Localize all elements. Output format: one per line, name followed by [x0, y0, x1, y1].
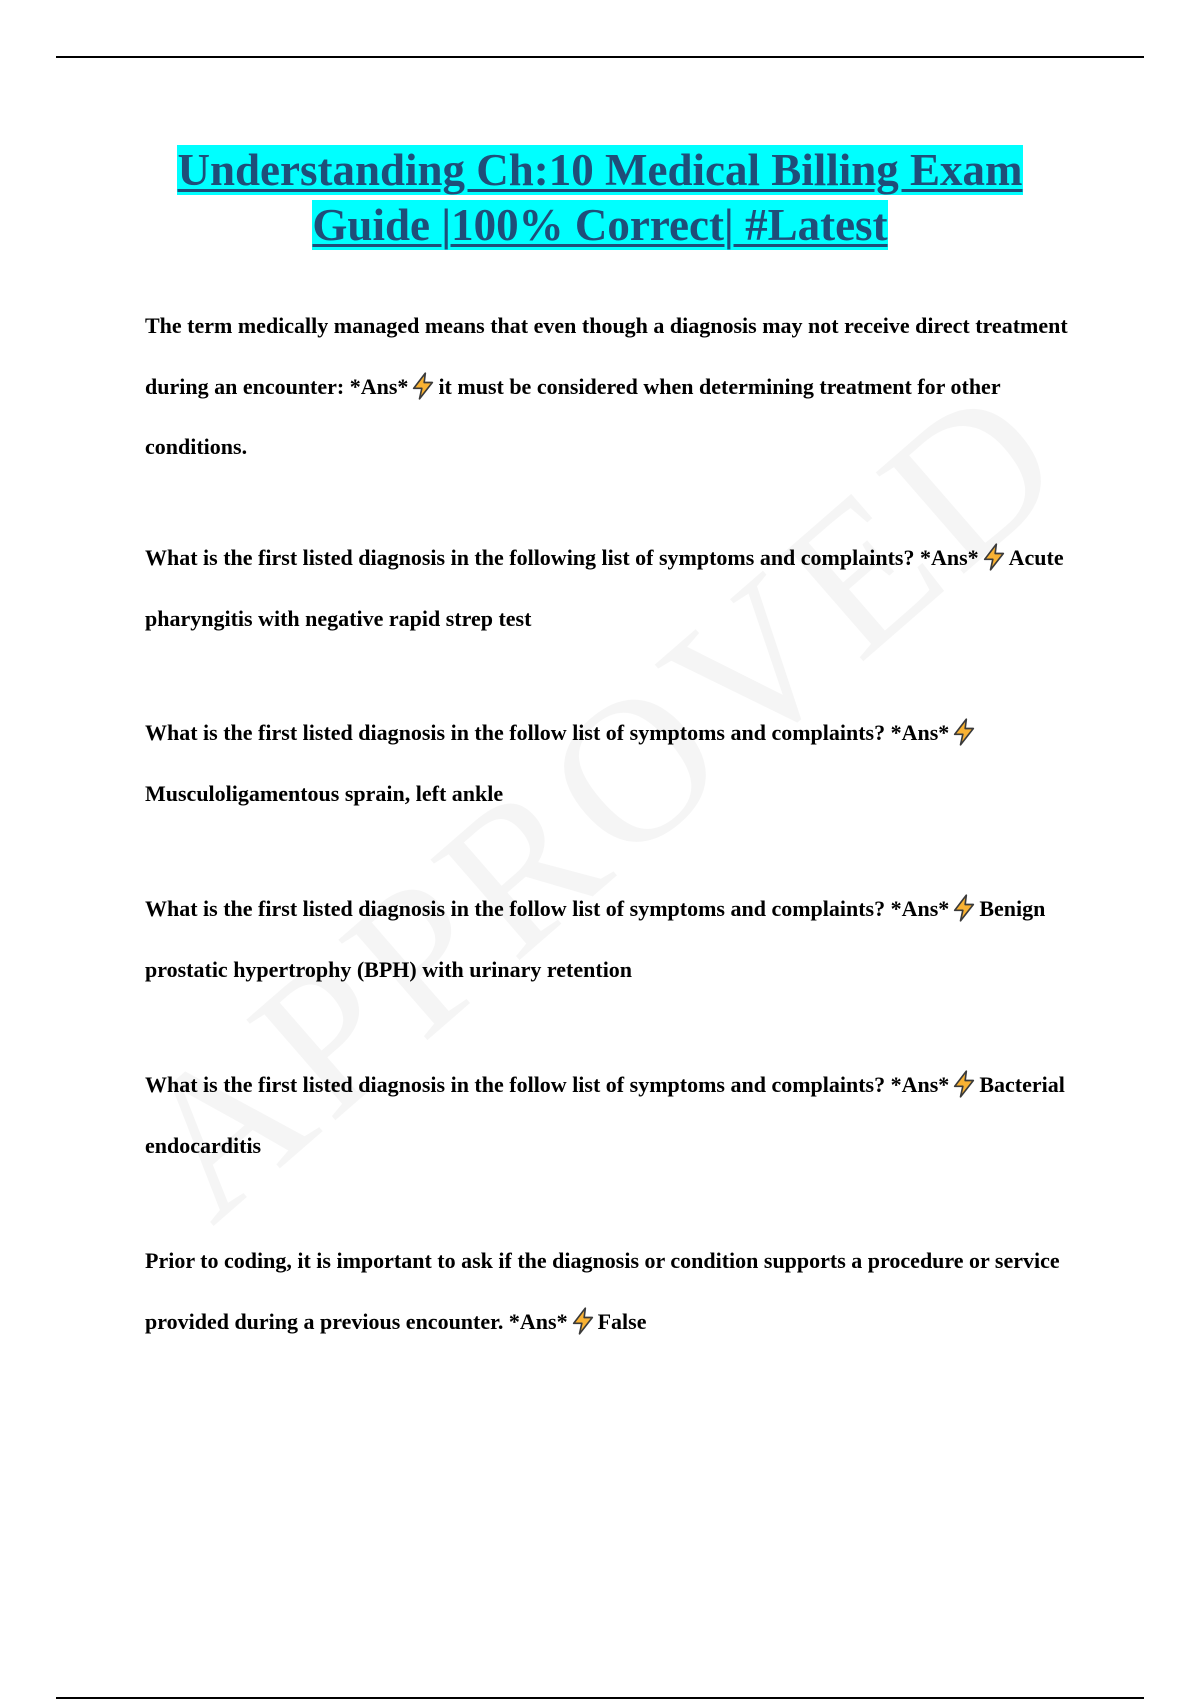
qa-item-3: [145, 703, 1085, 824]
answer-text: it must be considered when determining treatment for other conditions.: [145, 373, 1001, 459]
lightning-bolt-icon: [950, 1070, 978, 1098]
question-text: What is the first listed diagnosis in the follow list of symptoms and complaints?: [145, 1072, 886, 1097]
lightning-bolt-icon: [980, 543, 1008, 571]
answer-text: Benign prostatic hypertrophy (BPH) with urinary retention: [145, 896, 1046, 982]
lightning-bolt-icon: [950, 718, 978, 746]
title-line-2: Guide |100% Correct| #Latest: [312, 200, 888, 250]
document-title: [60, 143, 1140, 253]
answer-marker: *Ans*: [890, 720, 950, 745]
answer-text: False: [597, 1308, 647, 1334]
lightning-bolt-icon: [569, 1307, 597, 1335]
question-text: What is the first listed diagnosis in the following list of symptoms and complaints?: [145, 545, 915, 570]
qa-item-1: [145, 296, 1085, 478]
qa-item-2: [145, 528, 1085, 649]
answer-text: Acute pharyngitis with negative rapid strep test: [145, 545, 1064, 631]
question-text: What is the first listed diagnosis in the follow list of symptoms and complaints?: [145, 896, 886, 921]
answer-marker: *Ans*: [919, 545, 979, 570]
question-text: What is the first listed diagnosis in the follow list of symptoms and complaints?: [145, 720, 886, 745]
answer-text: Musculoligamentous sprain, left ankle: [145, 780, 504, 806]
bottom-rule: [56, 1697, 1144, 1699]
qa-item-6: [145, 1231, 1085, 1352]
answer-marker: *Ans*: [508, 1308, 568, 1334]
answer-marker: *Ans*: [890, 1072, 950, 1097]
answer-text: Bacterial endocarditis: [145, 1072, 1065, 1158]
lightning-bolt-icon: [409, 372, 437, 400]
top-rule: [56, 56, 1144, 58]
answer-marker: *Ans*: [890, 896, 950, 921]
title-line-1: Understanding Ch:10 Medical Billing Exam: [177, 145, 1023, 195]
question-text: The term medically managed means that even though a diagnosis may not receive direct treatment during an encounter:: [145, 313, 1068, 399]
question-text: Prior to coding, it is important to ask if the diagnosis or condition supports a procedure or service provided during a previous encounter.: [145, 1248, 1060, 1334]
qa-item-4: [145, 879, 1085, 1000]
answer-marker: *Ans*: [349, 373, 409, 399]
qa-item-5: [145, 1055, 1085, 1176]
lightning-bolt-icon: [950, 894, 978, 922]
